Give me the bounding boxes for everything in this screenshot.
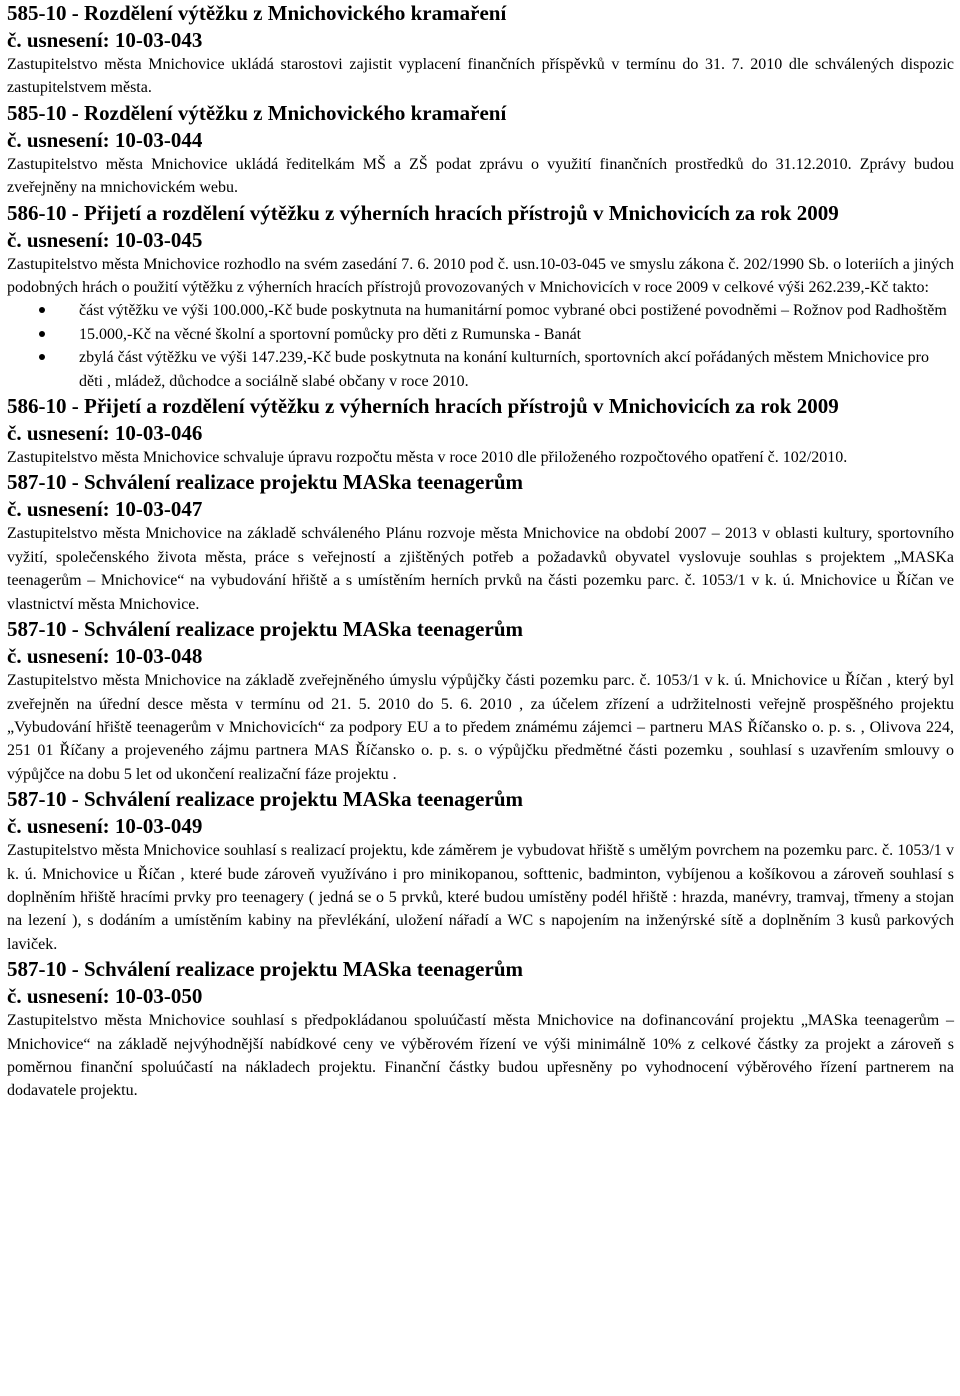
resolution-text: Zastupitelstvo města Mnichovice ukládá starostovi zajistit vyplacení finančních příspěvků v termínu do 31. 7. 2010 dle schválených dispozic zastupitelstvem města. [7, 56, 954, 97]
resolution-text: Zastupitelstvo města Mnichovice na základě schváleného Plánu rozvoje města Mnichovice na období 2007 – 2013 v oblasti kultury, sportovního vyžití, společenského života města, práce s veřejností a zjištěných potřeb a požadavků obyvatel vyslovuje souhlas s projektem „MASKa teenagerům – Mnichovice“ na vybudování hřiště a s umístěním herních prvků na části pozemku parc. č. 1053/1 v k. ú. Mnichovice u Říčan ve vlastnictví města Mnichovice. [7, 525, 954, 613]
list-item: 15.000,-Kč na věcné školní a sportovní pomůcky pro děti z Rumunska - Banát [79, 323, 954, 346]
resolution-section [7, 616, 954, 786]
resolution-text: Zastupitelstvo města Mnichovice schvaluje úpravu rozpočtu města v roce 2010 dle přiloženého rozpočtového opatření č. 102/2010. [7, 449, 848, 467]
resolution-text: Zastupitelstvo města Mnichovice ukládá ředitelkám MŠ a ZŠ podat zprávu o využití finančních prostředků do 31.12.2010. Zprávy budou zveřejněny na mnichovickém webu. [7, 155, 954, 197]
allocation-list [7, 299, 954, 393]
resolution-number: č. usnesení: 10-03-047 [7, 497, 203, 522]
section-heading: 587-10 - Schválení realizace projektu MASka teenagerům [7, 617, 523, 642]
resolution-number: č. usnesení: 10-03-044 [7, 127, 203, 152]
resolution-section [7, 200, 954, 393]
resolution-number: č. usnesení: 10-03-045 [7, 227, 203, 252]
section-heading: 586-10 - Přijetí a rozdělení výtěžku z výherních hracích přístrojů v Mnichovicích za rok 2009 [7, 200, 839, 225]
resolution-text: Zastupitelstvo města Mnichovice souhlasí s předpokládanou spoluúčastí města Mnichovice na dofinancování projektu „MASka teenagerům – Mnichovice“ na základě nejvýhodnější nabídkové ceny ve výběrovém řízení ve výši minimálně 10% z celkové částky za projekt a zároveň s poměrnou finanční spoluúčastí na nákladech projektu. Finanční částky budou upřesněny po vyhodnocení výběrového řízení partnerem na dodavatele projektu. [7, 1012, 954, 1100]
resolution-section [7, 0, 954, 100]
resolution-number: č. usnesení: 10-03-050 [7, 984, 203, 1009]
resolution-text: Zastupitelstvo města Mnichovice na základě zveřejněného úmyslu výpůjčky části pozemku parc. č. 1053/1 v k. ú. Mnichovice u Říčan , který byl zveřejněn na úřední desce města v termínu od 21. 5. 2010 do 5. 6. 2010 , za účelem zřízení a udržitelnosti veřejně prospěšného projektu „Vybudování hřiště teenagerům v Mnichovicích“ za podpory EU a to předem známému zájemci – partneru MAS Říčansko o. p. s. , Olivova 224, 251 01 Říčany a projeveného zájmu partnera MAS Říčansko o. p. s. o výpůjčku předmětné části pozemku , souhlasí s uzavřením smlouvy o výpůjčce na dobu 5 let od ukončení realizační fáze projektu . [7, 672, 954, 783]
resolution-text: Zastupitelstvo města Mnichovice souhlasí s realizací projektu, kde záměrem je vybudovat hřiště s umělým povrchem na pozemku parc. č. 1053/1 v k. ú. Mnichovice u Říčan , které bude zároveň využíváno i pro minikopanou, softtenic, badminton, vybíjenou a košíkovou a zároveň souhlasí s doplněním hřiště hracími prvky pro teenagery ( jedná se o 5 prvků, které budou umístěny podél hřiště : hrazda, manévry, tramvaj, třmeny a stojan na lezení ), s dodáním a umístěním kabiny na převlékání, uložení nářadí a WC s napojením na inženýrské sítě a doplněním 3 kusů parkových laviček. [7, 842, 954, 953]
resolution-text: Zastupitelstvo města Mnichovice rozhodlo na svém zasedání 7. 6. 2010 pod č. usn.10-03-045 ve smyslu zákona č. 202/1990 Sb. o loteriích a jiných podobných hrách o použití výtěžku z výherních hracích přístrojů provozovaných v Mnichovicích v roce 2009 v celkové výši 262.239,-Kč takto: [7, 255, 954, 297]
section-heading: 585-10 - Rozdělení výtěžku z Mnichovického kramaření [7, 100, 507, 125]
resolution-section [7, 469, 954, 616]
resolution-section [7, 786, 954, 956]
resolution-number: č. usnesení: 10-03-049 [7, 814, 203, 839]
list-item: zbylá část výtěžku ve výši 147.239,-Kč bude poskytnuta na konání kulturních, sportovních akcí pořádaných městem Mnichovice pro děti , mládež, důchodce a sociálně slabé občany v roce 2010. [79, 346, 954, 393]
section-heading: 587-10 - Schválení realizace projektu MASka teenagerům [7, 787, 523, 812]
resolution-number: č. usnesení: 10-03-048 [7, 644, 203, 669]
resolution-number: č. usnesení: 10-03-046 [7, 421, 203, 446]
resolution-section [7, 100, 954, 200]
section-heading: 586-10 - Přijetí a rozdělení výtěžku z výherních hracích přístrojů v Mnichovicích za rok 2009 [7, 394, 839, 419]
section-heading: 587-10 - Schválení realizace projektu MASka teenagerům [7, 957, 523, 982]
section-heading: 587-10 - Schválení realizace projektu MASka teenagerům [7, 470, 523, 495]
resolution-section [7, 956, 954, 1103]
resolution-number: č. usnesení: 10-03-043 [7, 28, 203, 52]
section-heading: 585-10 - Rozdělení výtěžku z Mnichovického kramaření [7, 1, 507, 25]
list-item: část výtěžku ve výši 100.000,-Kč bude poskytnuta na humanitární pomoc vybrané obci postižené povodněmi – Rožnov pod Radhoštěm [79, 299, 954, 322]
resolution-section [7, 393, 954, 469]
